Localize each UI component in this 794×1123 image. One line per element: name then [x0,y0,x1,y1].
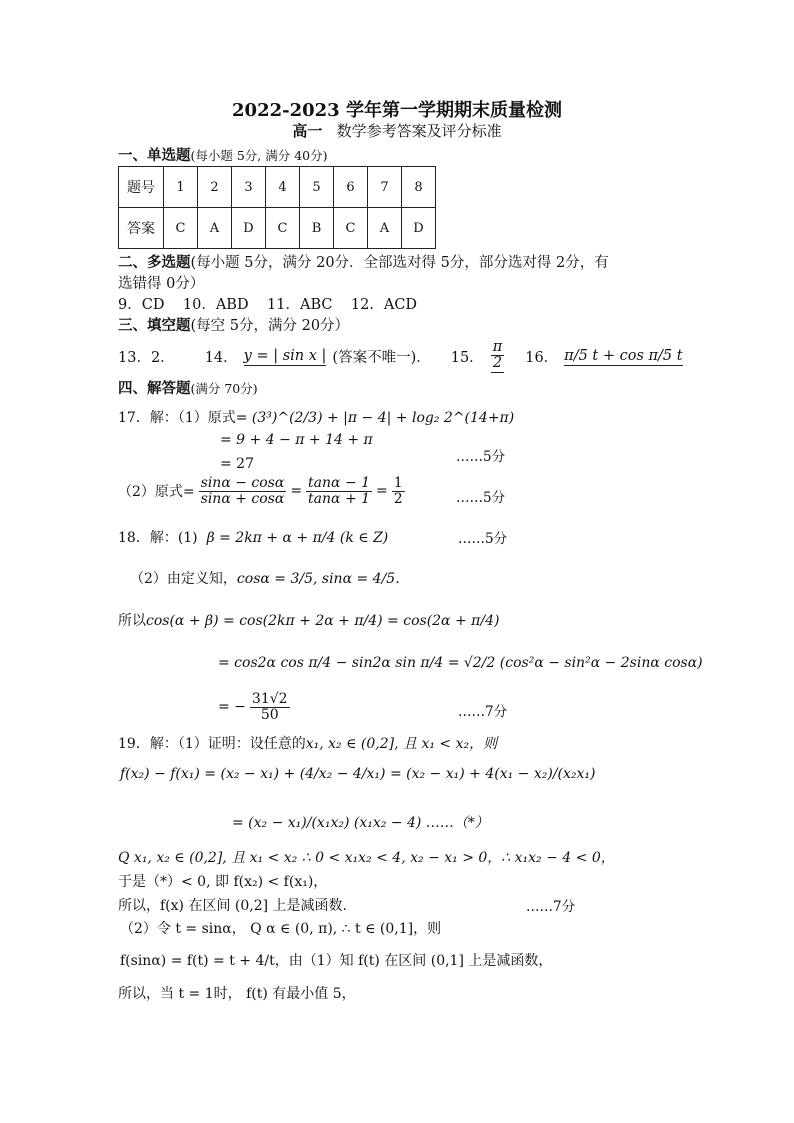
q19-line5: 所以，f(x) 在区间 (0,2] 上是减函数. [118,898,347,914]
q13-answer: 13．2． [118,350,175,367]
q15-denominator: 2 [492,355,503,372]
section3-title: 三、填空题 [118,317,191,334]
q18-label: 18．解：(1) [118,530,198,546]
q19-score1: ……7分 [526,899,576,915]
q19-label: 19．解：（1）证明：设任意的 [118,736,306,752]
q14-answer: y = | sin x | [243,347,327,364]
q14-note: (答案不唯一)． [332,350,431,367]
q18-part1-expr: β = 2kπ + α + π/4 (k ∈ Z) [206,530,389,546]
q17-line1: = (3³)^(2/3) + |π − 4| + log₂ 2^(14+π) [235,410,515,426]
section4-title: 四、解答题 [118,380,191,397]
fraction-denominator: 2 [393,490,403,507]
section4-note: (满分 70分) [190,381,258,396]
table-cell: D [402,208,436,249]
q19-line7: f(sinα) = f(t) = t + 4/t，由（1）知 f(t) 在区间 (0,1] 上是减函数， [120,953,553,969]
section2-answers: 9．CD 10．ABD 11．ABC 12．ACD [118,297,418,313]
table-cell: A [198,208,232,249]
q18-so: 所以 [118,613,146,629]
q18-score2: ……7分 [458,704,508,720]
section1-note: (每小题 5分, 满分 40分) [190,148,328,163]
section3-answers [118,340,683,373]
q17-line2: = 9 + 4 − π + 14 + π [220,432,373,448]
q18-part2-expr: cosα = 3/5, sinα = 4/5. [236,571,400,587]
q17-part2: （2）原式= $\frac{\sin\alpha - \cos\alpha}{\sin\alpha + \cos\alpha}$ = $\frac{\tan\alpha - 1}{\tan\alpha + 1}$ = $\frac{1}{2}$ [118,475,403,507]
table-cell: 3 [232,167,266,208]
q19-line4: 于是（*）< 0, 即 f(x₂) < f(x₁)， [118,874,328,890]
q19-line8: 所以，当 t = 1时， f(t) 有最小值 5， [118,986,356,1002]
q17-score1: ……5分 [456,449,506,465]
q18-line2: = cos2α cos π/4 − sin2α sin π/4 = √2/2 (cos²α − sin²α − 2sinα cosα) [218,655,703,671]
q17-part2-label: （2）原式= [118,484,195,501]
table-cell: 4 [266,167,300,208]
q17-fraction-3 [392,476,405,506]
table-cell: 1 [164,167,198,208]
table-cell: 6 [334,167,368,208]
page-title: 2022-2023 学年第一学期期末质量检测 [232,100,562,121]
fraction-numerator: sinα − cosα [200,475,285,491]
q19-label-expr: x₁, x₂ ∈ (0,2], 且 x₁ < x₂，则 [305,736,498,752]
section4-heading [118,377,258,398]
subtitle-text: 数学参考答案及评分标准 [336,122,502,140]
q18-part2-label: （2）由定义知， [130,571,237,587]
q17-line3: = 27 [220,456,254,472]
q19-intro [118,733,497,753]
answer-table [118,166,436,249]
table-cell: C [266,208,300,249]
q18-line1 [118,610,499,630]
q16-number: 16． [525,350,559,367]
section2-note-line2: 选错得 0分） [118,276,205,292]
table-cell: D [232,208,266,249]
fraction-denominator: sinα + cosα [200,490,285,507]
table-cell: 7 [368,167,402,208]
q18-line3: = − $\frac{31√2}{50}$ [218,691,288,723]
q17-part1 [118,407,514,427]
section2-title: 二、多选题 [118,254,191,271]
q17-fraction-1 [199,476,287,506]
table-header-cell: 答案 [119,208,164,249]
q17-fraction-2 [306,476,372,506]
table-row-numbers [119,167,436,208]
section3-heading [118,314,349,335]
table-cell: 2 [198,167,232,208]
fraction-numerator: 31√2 [251,691,288,707]
table-header-cell: 题号 [119,167,164,208]
q19-line2: = (x₂ − x₁)/(x₁x₂) (x₁x₂ − 4) ……（*） [232,815,489,831]
fraction-denominator: tanα + 1 [308,490,371,507]
table-cell: C [334,208,368,249]
q15-answer [491,340,505,373]
section3-note: (每空 5分，满分 20分） [190,318,350,334]
table-row-answers [119,208,436,249]
q18-line1-expr: cos(α + β) = cos(2kπ + 2α + π/4) = cos(2α + π/4) [146,613,500,629]
table-cell: B [300,208,334,249]
q19-line1: f(x₂) − f(x₁) = (x₂ − x₁) + (4/x₂ − 4/x₁) = (x₂ − x₁) + 4(x₁ − x₂)/(x₂x₁) [120,766,596,782]
q19-line6: （2）令 t = sinα， Q α ∈ (0, π), ∴ t ∈ (0,1]，则 [120,921,442,937]
q16-answer: π/5 t + cos π/5 t [564,347,683,364]
page-subtitle [0,120,794,141]
table-cell: 8 [402,167,436,208]
q18-part1 [118,527,388,547]
section2-note: (每小题 5分，满分 20分．全部选对得 5分，部分选对得 2分，有 [190,255,609,271]
table-cell: A [368,208,402,249]
section1-title: 一、单选题 [118,147,191,164]
section2-heading [118,251,609,272]
fraction-numerator: tanα − 1 [308,475,371,491]
q18-result-fraction [250,692,290,722]
q19-line3: Q x₁, x₂ ∈ (0,2], 且 x₁ < x₂ ∴ 0 < x₁x₂ < 4, x₂ − x₁ > 0，∴ x₁x₂ − 4 < 0， [118,850,615,866]
q14-number: 14． [204,350,238,367]
q17-score2: ……5分 [456,490,506,506]
fraction-denominator: 50 [260,706,279,723]
fraction-numerator: 1 [393,475,403,491]
q18-score1: ……5分 [458,531,508,547]
q17-label: 17．解：（1）原式 [118,410,236,426]
q18-part2 [130,568,400,588]
q15-number: 15． [450,350,484,367]
subtitle-grade: 高一 [292,122,323,140]
table-cell: C [164,208,198,249]
table-cell: 5 [300,167,334,208]
q15-numerator: π [492,339,503,355]
section1-heading [118,144,328,165]
